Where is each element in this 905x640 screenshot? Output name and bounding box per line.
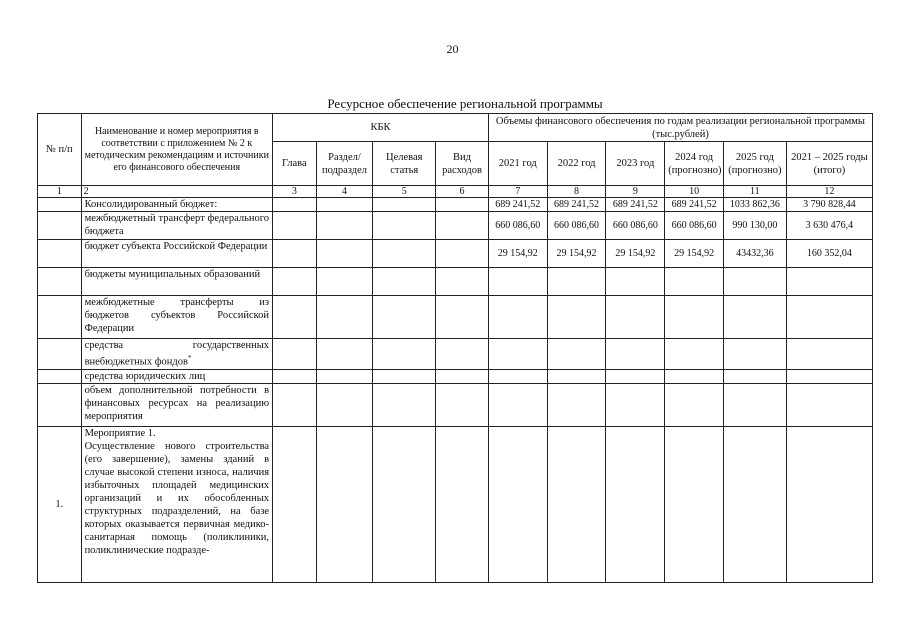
cell-value: 689 241,52 bbox=[606, 198, 665, 212]
column-number: 9 bbox=[606, 186, 665, 198]
table-title: Ресурсное обеспечение региональной программы bbox=[327, 96, 603, 111]
header-y2021: 2021 год bbox=[488, 142, 547, 186]
cell-value: 660 086,60 bbox=[488, 212, 547, 240]
column-number: 4 bbox=[316, 186, 373, 198]
cell-value: 29 154,92 bbox=[488, 240, 547, 268]
cell-value: 689 241,52 bbox=[488, 198, 547, 212]
header-total: 2021 – 2025 годы (итого) bbox=[786, 142, 872, 186]
header-vid: Вид расходов bbox=[436, 142, 489, 186]
header-y2023: 2023 год bbox=[606, 142, 665, 186]
row-name: Консолидированный бюджет: bbox=[81, 198, 273, 212]
measure-num: 1. bbox=[38, 426, 82, 582]
row-num bbox=[38, 369, 82, 383]
header-y2022: 2022 год bbox=[547, 142, 606, 186]
column-number: 3 bbox=[273, 186, 317, 198]
cell-value: 689 241,52 bbox=[665, 198, 724, 212]
table-row bbox=[38, 339, 873, 370]
column-number: 8 bbox=[547, 186, 606, 198]
column-number: 11 bbox=[723, 186, 786, 198]
cell-value: 990 130,00 bbox=[723, 212, 786, 240]
cell-value: 689 241,52 bbox=[547, 198, 606, 212]
row-num bbox=[38, 240, 82, 268]
cell-value: 3 790 828,44 bbox=[786, 198, 872, 212]
table-row bbox=[38, 212, 873, 240]
column-number: 2 bbox=[81, 186, 273, 198]
row-num bbox=[38, 339, 82, 370]
header-razdel: Раздел/ подраздел bbox=[316, 142, 373, 186]
row-name: объем дополнительной потребности в финансовых ресурсах на реализацию мероприятия bbox=[81, 383, 273, 426]
cell-value: 43432,36 bbox=[723, 240, 786, 268]
cell-value: 3 630 476,4 bbox=[786, 212, 872, 240]
page-number: 20 bbox=[446, 42, 459, 56]
row-num bbox=[38, 212, 82, 240]
measure-title: Мероприятие 1. bbox=[84, 427, 156, 439]
cell-value: 160 352,04 bbox=[786, 240, 872, 268]
header-name: Наименование и номер мероприятия в соответствии с приложением № 2 к методическим рекомендациям и источники его финансового обеспечения bbox=[81, 114, 273, 186]
row-name: межбюджетный трансферт федерального бюджета bbox=[81, 212, 273, 240]
row-name bbox=[81, 339, 273, 370]
resource-table bbox=[37, 113, 873, 583]
header-y2025: 2025 год (прогнозно) bbox=[723, 142, 786, 186]
row-name: бюджет субъекта Российской Федерации bbox=[81, 240, 273, 268]
measure-text: Осуществление нового строительства (его завершение), замены зданий в случае высокой степени износа, наличия избыточных площадей медицинских организаций и их обособленных структурных подразделений, на базе которых оказывается первичная медико-санитарная помощь (поликлиники, поликлинические подразде- bbox=[84, 440, 270, 556]
row-name: средства юридических лиц bbox=[81, 369, 273, 383]
cell-value: 660 086,60 bbox=[606, 212, 665, 240]
table-row bbox=[38, 198, 873, 212]
header-stat: Целевая статья bbox=[373, 142, 436, 186]
column-number: 12 bbox=[786, 186, 872, 198]
table-row bbox=[38, 268, 873, 296]
row-name: бюджеты муниципальных образований bbox=[81, 268, 273, 296]
column-number: 5 bbox=[373, 186, 436, 198]
header-y2024: 2024 год (прогнозно) bbox=[665, 142, 724, 186]
footnote-mark: * bbox=[187, 354, 192, 362]
cell-value: 29 154,92 bbox=[665, 240, 724, 268]
cell-value: 660 086,60 bbox=[547, 212, 606, 240]
table-row bbox=[38, 296, 873, 339]
row-num bbox=[38, 296, 82, 339]
row-name: межбюджетные трансферты из бюджетов субъектов Российской Федерации bbox=[81, 296, 273, 339]
header-num: № п/п bbox=[38, 114, 82, 186]
row-num bbox=[38, 383, 82, 426]
cell-value: 1033 862,36 bbox=[723, 198, 786, 212]
measure-row bbox=[38, 426, 873, 582]
row-name-text: средства государственных внебюджетных фондов bbox=[84, 340, 270, 368]
column-number-row bbox=[38, 186, 873, 198]
table-row bbox=[38, 369, 873, 383]
row-num bbox=[38, 268, 82, 296]
table-row bbox=[38, 383, 873, 426]
cell-value: 29 154,92 bbox=[547, 240, 606, 268]
header-kbk: КБК bbox=[273, 114, 489, 142]
header-glava: Глава bbox=[273, 142, 317, 186]
row-num bbox=[38, 198, 82, 212]
cell-value: 29 154,92 bbox=[606, 240, 665, 268]
table-row bbox=[38, 240, 873, 268]
resource-table-wrapper bbox=[37, 113, 873, 583]
column-number: 6 bbox=[436, 186, 489, 198]
column-number: 10 bbox=[665, 186, 724, 198]
column-number: 1 bbox=[38, 186, 82, 198]
column-number: 7 bbox=[488, 186, 547, 198]
cell-value: 660 086,60 bbox=[665, 212, 724, 240]
measure-description bbox=[81, 426, 273, 582]
header-volumes: Объемы финансового обеспечения по годам реализации региональной программы (тыс.рублей) bbox=[488, 114, 872, 142]
